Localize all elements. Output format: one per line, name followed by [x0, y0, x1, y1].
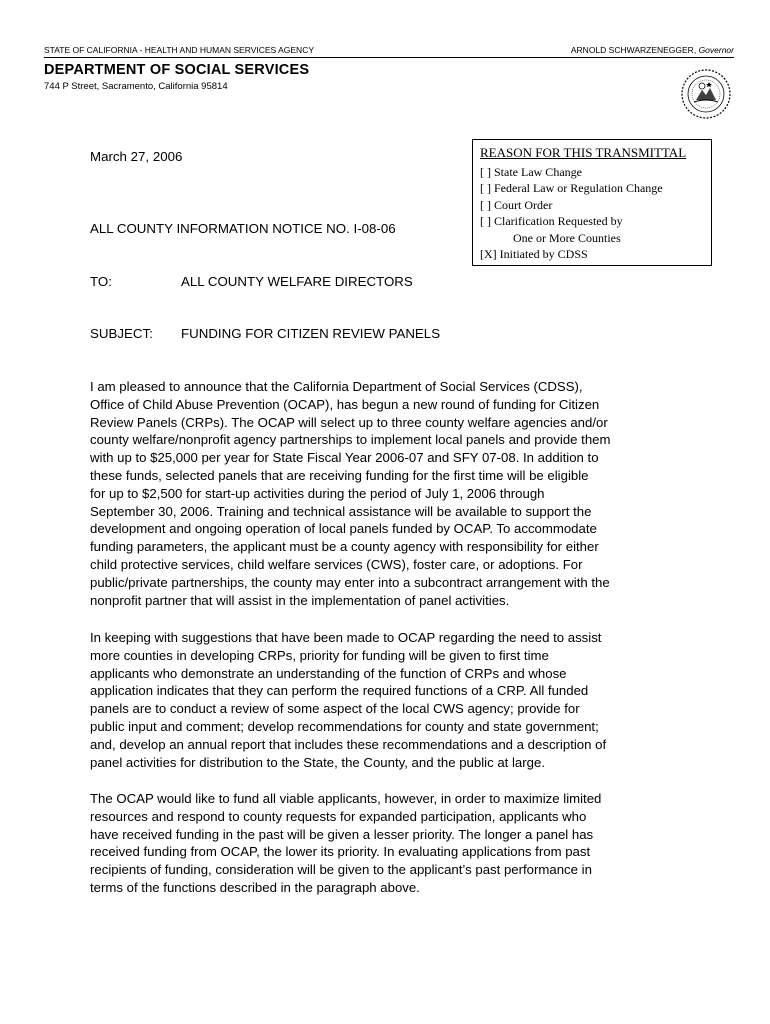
- paragraph-line: have received funding in the past will be given a lesser priority. The longer a panel has: [90, 826, 594, 842]
- paragraph-line: applicants who demonstrate an understanding of the function of CRPs and whose: [90, 665, 567, 681]
- paragraph-line: application indicates that they can perform the required functions of a CRP. All funded: [90, 683, 589, 699]
- paragraph-1: [90, 378, 700, 609]
- paragraph-2: [90, 629, 700, 771]
- paragraph-line: public input and comment; develop recommendations for county and state government;: [90, 718, 599, 734]
- reason-clarification-cont: One or More Counties: [513, 230, 621, 245]
- paragraph-line: child protective services, child welfare services (CWS), foster care, or adoptions. For: [90, 556, 583, 572]
- reason-initiated-cdss: [X] Initiated by CDSS: [480, 247, 588, 262]
- to-label: TO:: [90, 274, 112, 289]
- paragraph-line: development and ongoing operation of local panels funded by OCAP. To accommodate: [90, 521, 597, 537]
- paragraph-line: more counties in developing CRPs, priority for funding will be given to first time: [90, 647, 549, 663]
- department-address: 744 P Street, Sacramento, California 95814: [44, 81, 228, 92]
- reason-federal-law: [ ] Federal Law or Regulation Change: [480, 181, 663, 196]
- paragraph-line: I am pleased to announce that the California Department of Social Services (CDSS),: [90, 379, 583, 394]
- paragraph-line: these funds, selected panels that are receiving funding for the first time will be eligible: [90, 467, 589, 483]
- subject-value: FUNDING FOR CITIZEN REVIEW PANELS: [181, 326, 441, 341]
- paragraph-line: resources and respond to county requests for expanded participation, applicants who: [90, 808, 587, 824]
- subject-label: SUBJECT:: [90, 326, 153, 341]
- paragraph-line: and, develop an annual report that includes these recommendations and a description of: [90, 736, 607, 752]
- governor-title: Governor: [698, 45, 734, 55]
- governor-name: ARNOLD SCHWARZENEGGER,: [570, 45, 697, 55]
- paragraph-line: panels are to conduct a review of some aspect of the local CWS agency; provide for: [90, 701, 580, 717]
- governor-line: [571, 45, 734, 55]
- paragraph-line: The OCAP would like to fund all viable applicants, however, in order to maximize limited: [90, 791, 602, 806]
- paragraph-line: panel activities for distribution to the State, the County, and the public at large.: [90, 754, 545, 770]
- paragraph-3: [90, 790, 700, 897]
- reason-court-order: [ ] Court Order: [480, 197, 553, 212]
- state-seal-icon: [680, 68, 732, 120]
- paragraph-line: Review Panels (CRPs). The OCAP will select up to three county welfare agencies and/or: [90, 414, 608, 430]
- paragraph-line: Office of Child Abuse Prevention (OCAP), has begun a new round of funding for Citizen: [90, 396, 600, 412]
- paragraph-line: public/private partnerships, the county may enter into a subcontract arrangement with the: [90, 574, 610, 590]
- paragraph-line: recipients of funding, consideration will be given to the applicant’s past performance in: [90, 862, 592, 878]
- paragraph-line: with up to $25,000 per year for State Fiscal Year 2006-07 and SFY 07-08. In addition to: [90, 450, 599, 466]
- reason-for-transmittal-box: [472, 139, 712, 266]
- department-name: DEPARTMENT OF SOCIAL SERVICES: [44, 62, 310, 78]
- paragraph-line: funding parameters, the applicant must be a county agency with responsibility for either: [90, 539, 599, 555]
- paragraph-line: county welfare/nonprofit agency partnerships to implement local panels and provide them: [90, 432, 611, 448]
- paragraph-line: for up to $2,500 for start-up activities during the period of July 1, 2006 through: [90, 485, 545, 501]
- agency-line: STATE OF CALIFORNIA - HEALTH AND HUMAN SERVICES AGENCY: [44, 45, 315, 55]
- paragraph-line: September 30, 2006. Training and technical assistance will be available to support the: [90, 503, 592, 519]
- to-value: ALL COUNTY WELFARE DIRECTORS: [181, 274, 413, 289]
- paragraph-line: terms of the functions described in the paragraph above.: [90, 879, 420, 895]
- reason-state-law: [ ] State Law Change: [480, 165, 582, 179]
- paragraph-line: nonprofit partner that will assist in the implementation of panel activities.: [90, 592, 510, 608]
- paragraph-line: received funding from OCAP, the lower its priority. In evaluating applications from past: [90, 844, 591, 860]
- reason-clarification: [ ] Clarification Requested by: [480, 214, 623, 229]
- notice-number: ALL COUNTY INFORMATION NOTICE NO. I-08-06: [90, 221, 396, 236]
- header-rule: [44, 57, 734, 58]
- letter-date: March 27, 2006: [90, 149, 183, 164]
- reason-title: REASON FOR THIS TRANSMITTAL: [480, 145, 687, 160]
- paragraph-line: In keeping with suggestions that have been made to OCAP regarding the need to assist: [90, 630, 602, 645]
